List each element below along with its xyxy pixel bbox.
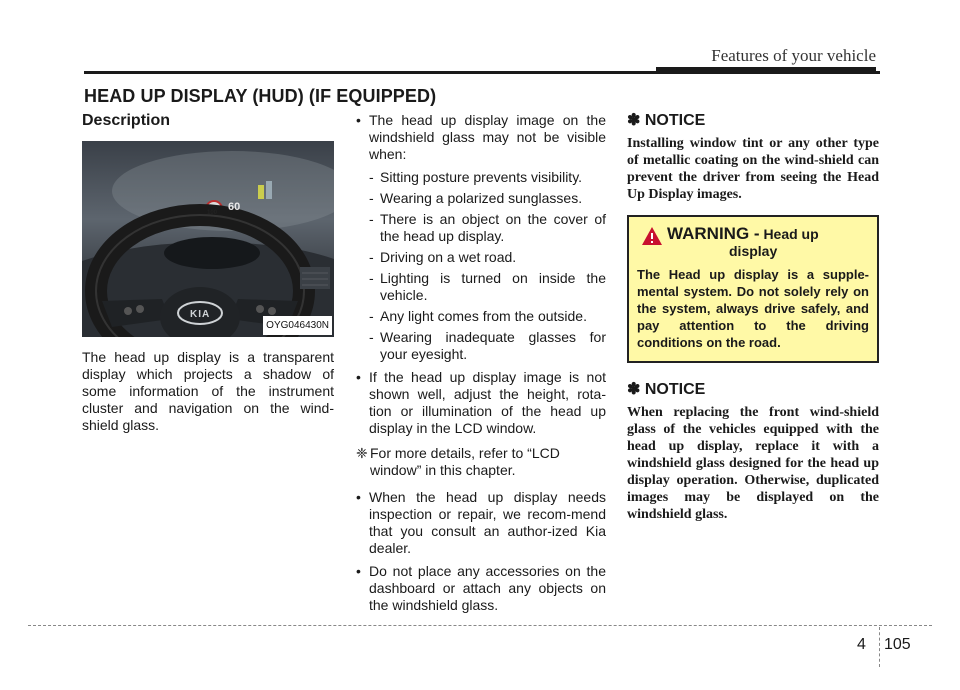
description-paragraph: The head up display is a transparent display which projects a shadow of some information of the instrument cluster and navigation on the wind-shield glass. [82,349,334,433]
list-item: - Lighting is turned on inside the vehicle. [369,270,606,303]
notice-heading: ✽ NOTICE [627,381,706,398]
page-title: HEAD UP DISPLAY (HUD) (IF EQUIPPED) [84,86,437,106]
warning-topic: Head up [763,226,819,242]
chapter-number: 4 [857,636,866,653]
warning-topic-line2: display [729,243,778,259]
list-item: - Wearing inadequate glasses for your eyesight. [369,329,606,362]
notice-body: When replacing the front wind-shield glass of the vehicles equipped with the head up display, replace it with a windshield glass designed for the head up display operation. Otherwise, duplicated images may be displayed on the windshield glass. [627,405,879,522]
warning-text: The Head up display is a supple-mental system. Do not solely rely on the system, always drive safely, and pay attention to the driving conditions on the road. [637,267,869,350]
footer-rule [28,625,932,626]
notice-body: Installing window tint or any other type of metallic coating on the wind-shield can prevent the driver from seeing the Head Up Display images. [627,136,879,202]
notice-column [627,112,879,523]
hud-speed-limit: 100 [207,210,218,216]
list-item: - Wearing a polarized sunglasses. [369,190,583,206]
warning-label: WARNING - [667,224,760,243]
list-item: - Driving on a wet road. [369,249,517,265]
bullet-service: • When the head up display needs inspection or repair, we recom-mend that you consult an author-ized Kia dealer. [356,489,606,556]
warning-triangle-icon [641,226,663,246]
bullet-adjust: • If the head up display image is not shown well, adjust the height, rota-tion or illumination of the head up display in the LCD window. [356,369,606,436]
hud-figure [82,141,334,337]
notice-heading: ✽ NOTICE [627,112,706,129]
description-heading: Description [82,112,171,129]
footer-divider [879,627,880,667]
list-item: - Any light comes from the outside. [369,308,587,324]
kia-logo: KIA [190,309,211,320]
reference-icon: ❈ [356,445,368,461]
warning-box [627,215,879,363]
conditions-list [369,169,606,363]
header-tab [656,67,876,74]
description-column [82,112,334,434]
list-item: - Sitting posture prevents visibility. [369,169,583,185]
hud-speed-readout: 60 [228,201,241,213]
bullet-visibility: • The head up display image on the windshield glass may not be visible when: [356,112,606,162]
list-item: - There is an object on the cover of the head up display. [369,211,606,244]
conditions-column [356,112,606,620]
page-number: 105 [884,636,911,653]
figure-code: OYG046430N [263,316,332,335]
reference-note: ❈ For more details, refer to “LCD window” in this chapter. [356,445,560,478]
header-section-title: Features of your vehicle [711,46,876,65]
bullet-accessories: • Do not place any accessories on the dashboard or attach any objects on the windshield glass. [356,563,606,613]
